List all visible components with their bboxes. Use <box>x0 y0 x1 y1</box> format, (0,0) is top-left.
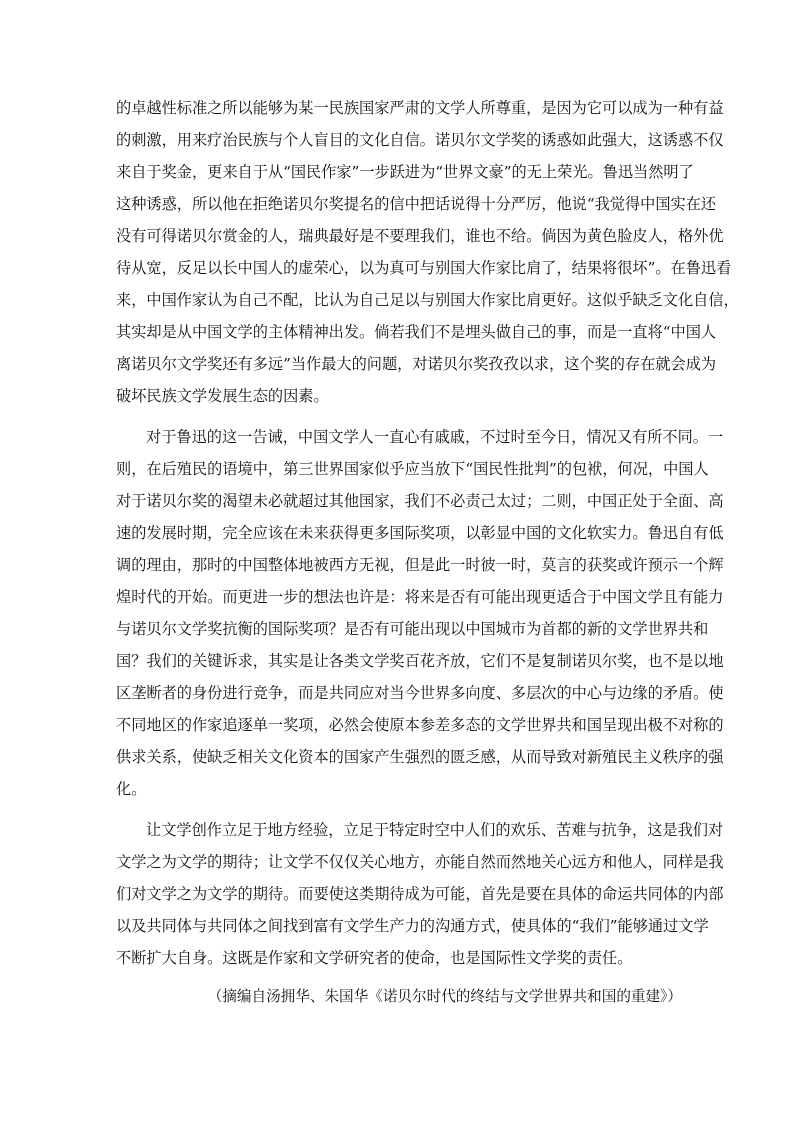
text-line: 调的理由，那时的中国整体地被西方无视，但是此一时彼一时，莫言的获奖或许预示一个辉 <box>116 556 724 574</box>
text-line: 对于鲁迅的这一告诫，中国文学人一直心有戚戚，不过时至今日，情况又有所不同。一 <box>146 428 724 446</box>
text-line: 离诺贝尔文学奖还有多远”当作最大的问题，对诺贝尔奖孜孜以求，这个奖的存在就会成为 <box>116 355 717 373</box>
text-line: 区垄断者的身份进行竞争，而是共同应对当今世界多向度、多层次的中心与边缘的矛盾。使 <box>116 684 724 702</box>
text-line: 以及共同体与共同体之间找到富有文学生产力的沟通方式，使具体的“我们”能够通过文学 <box>116 917 709 935</box>
text-line: 化。 <box>116 780 147 798</box>
text-line: 的刺激，用来疗治民族与个人盲目的文化自信。诺贝尔文学奖的诱惑如此强大，这诱惑不仅 <box>116 131 724 149</box>
text-line: 与诺贝尔文学奖抗衡的国际奖项？是否有可能出现以中国城市为首都的新的文学世界共和 <box>116 620 709 638</box>
text-line: 来自于奖金，更来自于从“国民作家”一步跃进为“世界文豪”的无上荣光。鲁迅当然明了 <box>116 163 694 181</box>
text-line: 煌时代的开始。而更进一步的想法也许是：将来是否有可能出现更适合于中国文学且有能力 <box>116 588 724 606</box>
text-line: 则，在后殖民的语境中，第三世界国家似乎应当放下“国民性批判”的包袱，何况，中国人 <box>116 460 709 478</box>
text-line: 们对文学之为文学的期待。而要使这类期待成为可能，首先是要在具体的命运共同体的内部 <box>116 885 724 903</box>
text-line: 供求关系，使缺乏相关文化资本的国家产生强烈的匮乏感，从而导致对新殖民主义秩序的强 <box>116 748 724 766</box>
text-line: 不断扩大自身。这既是作家和文学研究者的使命，也是国际性文学奖的责任。 <box>116 949 633 967</box>
text-line: 文学之为文学的期待；让文学不仅仅关心地方，亦能自然而然地关心远方和他人，同样是我 <box>116 853 724 871</box>
text-line: 没有可得诺贝尔赏金的人，瑞典最好是不要理我们，谁也不给。倘因为黄色脸皮人，格外优 <box>116 227 724 245</box>
text-line: 不同地区的作家追逐单一奖项，必然会使原本参差多态的文学世界共和国呈现出极不对称的 <box>116 716 724 734</box>
text-line: 这种诱惑，所以他在拒绝诺贝尔奖提名的信中把话说得十分严厉，他说“我觉得中国实在还 <box>116 195 717 213</box>
text-line: 来，中国作家认为自己不配，比认为自己足以与别国大作家比肩更好。这似乎缺乏文化自信， <box>116 291 739 309</box>
text-line: 待从宽，反足以长中国人的虚荣心，以为真可与别国大作家比肩了，结果将很坏”。在鲁迅看 <box>116 259 732 277</box>
text-line: 国？我们的关键诉求，其实是让各类文学奖百花齐放，它们不是复制诺贝尔奖，也不是以地 <box>116 652 724 670</box>
text-line: 速的发展时期，完全应该在未来获得更多国际奖项，以彰显中国的文化软实力。鲁迅自有低 <box>116 524 724 542</box>
text-line: 的卓越性标准之所以能够为某一民族国家严肃的文学人所尊重，是因为它可以成为一种有益 <box>116 99 724 117</box>
text-line: 对于诺贝尔奖的渴望未必就超过其他国家，我们不必责己太过；二则，中国正处于全面、高 <box>116 492 724 510</box>
text-line: 破坏民族文学发展生态的因素。 <box>116 387 329 405</box>
source-citation: （摘编自汤拥华、朱国华《诺贝尔时代的终结与文学世界共和国的重建》） <box>207 988 682 1005</box>
text-line: 其实却是从中国文学的主体精神出发。倘若我们不是埋头做自己的事，而是一直将“中国人 <box>116 323 717 341</box>
text-line: 让文学创作立足于地方经验，立足于特定时空中人们的欢乐、苦难与抗争，这是我们对 <box>146 821 724 839</box>
